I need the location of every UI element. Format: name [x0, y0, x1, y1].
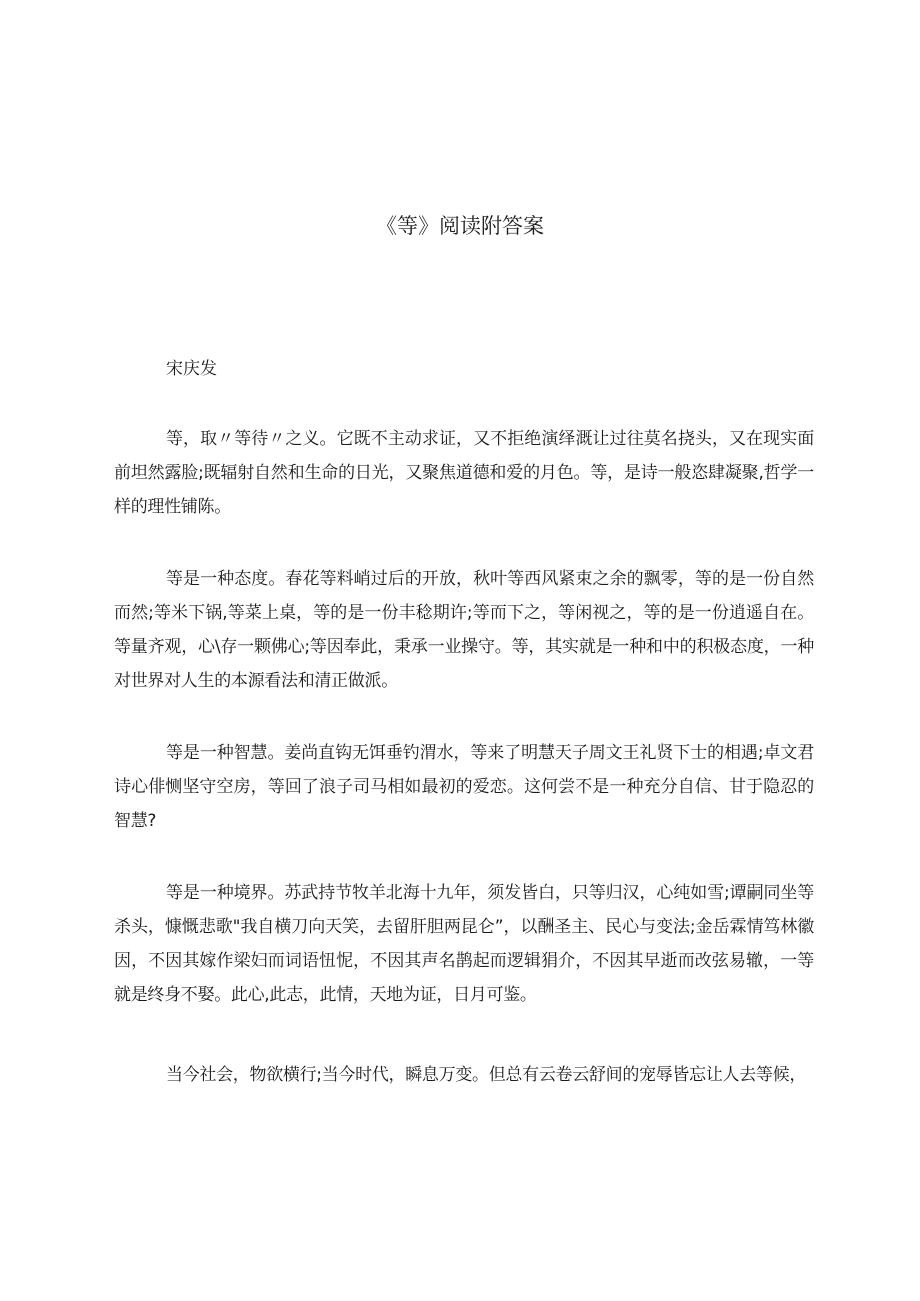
paragraph: 等是一种境界。苏武持节牧羊北海十九年，须发皆白，只等归汉，心纯如雪;谭嗣同坐等杀头，慷慨悲歌"我自横刀向天笑，去留肝胆两昆仑”，以酬圣主、民心与变法;金岳霖情笃林徽因，不因其嫁作梁妇而词语忸怩，不因其声名鹊起而逻辑狷介，不因其早逝而改弦易辙，一等就是终身不娶。此心,此志，此情，天地为证，日月可鉴。	[114, 883, 814, 1005]
paragraph: 等，取〃等待〃之义。它既不主动求证，又不拒绝演绎溉让过往莫名挠头，又在现实面前坦然露脸;既辐射自然和生命的日光，又聚焦道德和爱的月色。等，是诗一般恣肆凝聚,哲学一样的理性铺陈。	[114, 429, 814, 517]
author-name: 宋庆发	[166, 359, 217, 379]
paragraph: 等是一种态度。春花等料峭过后的开放，秋叶等西风紧束之余的飘零，等的是一份自然而然;等米下锅,等菜上桌，等的是一份丰稔期许;等而下之，等闲视之，等的是一份逍遥自在。等量齐观，心\存一颗佛心;等因奉此，秉承一业操守。等，其实就是一种和中的积极态度，一种对世界对人生的本源看法和清正做派。	[114, 569, 814, 691]
paragraph: 当今社会，物欲横行;当今时代，瞬息万变。但总有云卷云舒间的宠辱皆忘让人去等候，	[166, 1065, 807, 1085]
paragraph: 等是一种智慧。姜尚直钩无饵垂钓渭水，等来了明慧天子周文王礼贤下士的相遇;卓文君诗心俳恻坚守空房，等回了浪子司马相如最初的爱恋。这何尝不是一种充分自信、甘于隐忍的智慧?	[114, 743, 814, 831]
document-title: 《等》阅读附答案	[376, 214, 544, 238]
